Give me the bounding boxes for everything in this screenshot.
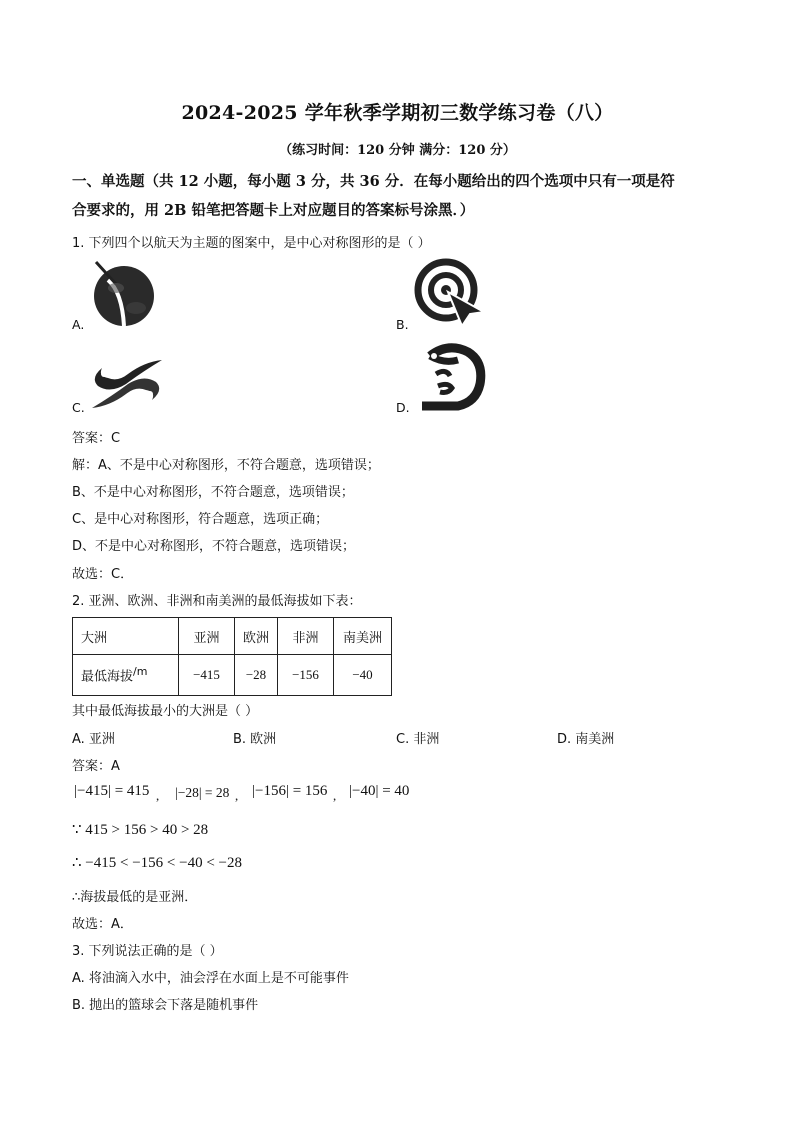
q2-option-d: D. 南美洲 [557, 732, 615, 747]
target-arrow-icon [412, 258, 488, 330]
q3-stem: 3. 下列说法正确的是（ ） [72, 944, 223, 959]
altitude-table [72, 617, 392, 696]
q1-stem: 1. 下列四个以航天为主题的图案中，是中心对称图形的是（ ） [72, 236, 431, 251]
page-subtitle: （练习时间：120 分钟 满分：120 分） [279, 143, 516, 158]
q1-solution-line: B、不是中心对称图形，不符合题意，选项错误； [72, 485, 354, 500]
table-header-cell: 非洲 [278, 618, 334, 655]
q1-option-d-label: D. [396, 400, 410, 415]
table-header-row [73, 618, 392, 655]
q2-option-b: B. 欧洲 [233, 732, 277, 747]
q2-option-a: A. 亚洲 [72, 732, 115, 747]
table-cell: −40 [334, 655, 392, 696]
table-cell: −28 [235, 655, 278, 696]
table-row-label-cell [73, 655, 179, 696]
row-label: 最低海拔 [81, 669, 134, 685]
comma: , [156, 788, 160, 803]
q1-solution-line: 故选：C． [72, 567, 134, 582]
conclusion-statement: ∴海拔最低的是亚洲． [72, 890, 198, 905]
q2-answer: 答案：A [72, 759, 120, 774]
q2-question: 其中最低海拔最小的大洲是（ ） [72, 704, 259, 719]
abs-value-expr: |−415| = 415 [74, 783, 150, 799]
table-header-cell: 大洲 [73, 618, 179, 655]
table-cell: −156 [278, 655, 334, 696]
abs-value-expr: |−156| = 156 [252, 783, 328, 799]
planet-icon [86, 258, 158, 330]
section-heading-line1: 一、单选题（共 12 小题，每小题 3 分，共 36 分．在每小题给出的四个选项中只有一项是符 [72, 173, 675, 190]
q2-select: 故选：A． [72, 917, 133, 932]
table-header-cell: 南美洲 [334, 618, 392, 655]
table-cell: −415 [179, 655, 235, 696]
page-title: 2024-2025 学年秋季学期初三数学练习卷（八） [181, 102, 614, 124]
q1-option-c-label: C. [72, 400, 85, 415]
therefore-statement: ∴ −415 < −156 < −40 < −28 [72, 855, 243, 871]
abs-value-expr: |−40| = 40 [349, 783, 410, 799]
q1-option-b-label: B. [396, 317, 409, 332]
q2-stem: 2. 亚洲、欧洲、非洲和南美洲的最低海拔如下表： [72, 594, 362, 609]
table-header-cell: 欧洲 [235, 618, 278, 655]
q1-solution-line: 解：A、不是中心对称图形，不符合题意，选项错误； [72, 458, 380, 473]
abs-value-expr: |−28| = 28 [175, 785, 230, 800]
q3-option-b: B. 抛出的篮球会下落是随机事件 [72, 998, 259, 1013]
because-statement: ∵ 415 > 156 > 40 > 28 [72, 822, 209, 838]
table-row [73, 655, 392, 696]
row-unit: /m [133, 665, 148, 679]
comma: , [235, 788, 239, 803]
q2-option-c: C. 非洲 [396, 732, 440, 747]
q3-option-a: A. 将油滴入水中，油会浮在水面上是不可能事件 [72, 971, 349, 986]
section-heading-line2: 合要求的，用 2B 铅笔把答题卡上对应题目的答案标号涂黑．） [72, 202, 475, 219]
snail-icon [418, 342, 488, 412]
q1-option-a-label: A. [72, 317, 85, 332]
q1-solution-line: D、不是中心对称图形，不符合题意，选项错误； [72, 539, 356, 554]
swirl-icon [88, 356, 166, 412]
q1-answer: 答案：C [72, 431, 121, 446]
q1-solution-line: C、是中心对称图形，符合题意，选项正确； [72, 512, 329, 527]
comma: , [333, 788, 337, 803]
table-header-cell: 亚洲 [179, 618, 235, 655]
